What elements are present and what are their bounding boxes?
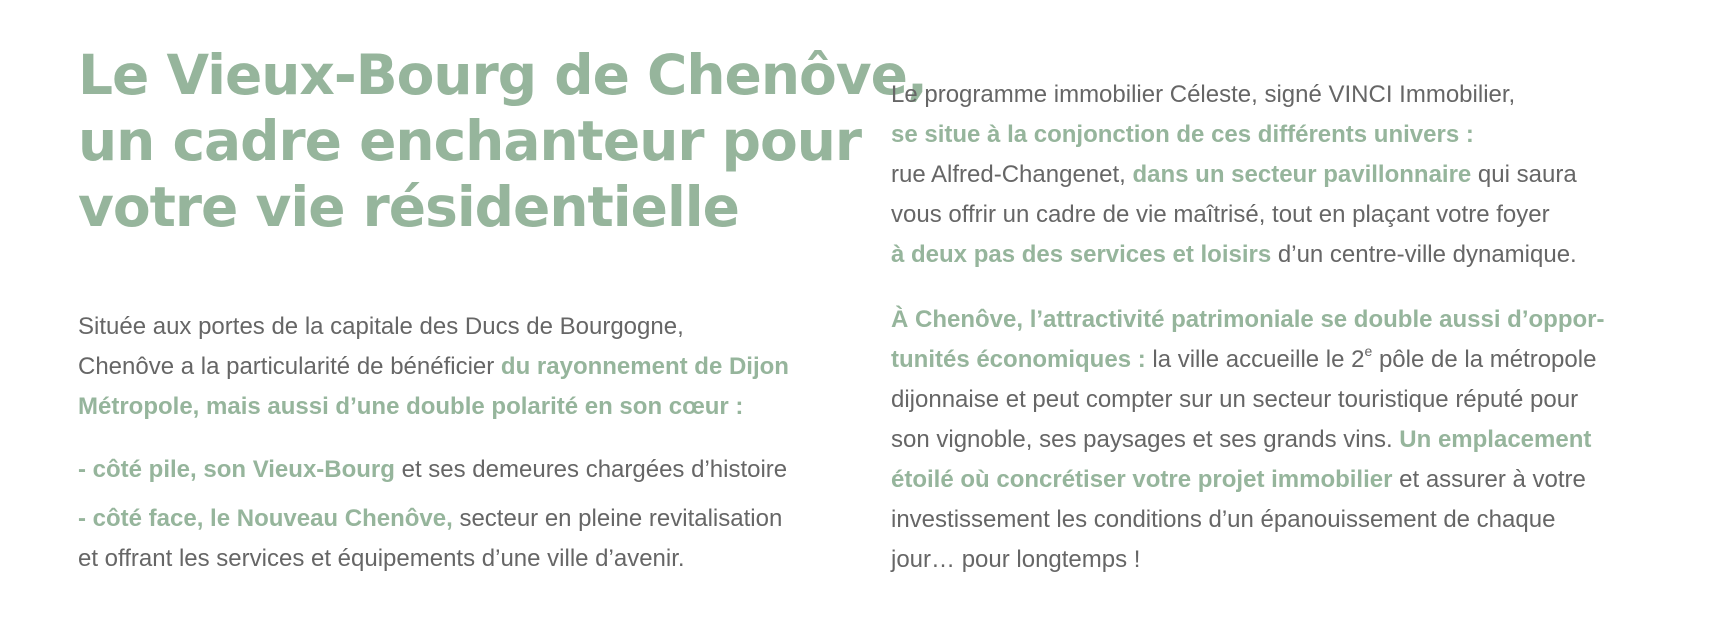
face-line-1 bbox=[78, 499, 782, 539]
pile-text: et ses demeures chargées d’histoire bbox=[394, 456, 788, 483]
programme-highlight-a: dans un secteur pavillonnaire bbox=[1132, 161, 1472, 188]
attractivite-line-7: jour… pour longtemps ! bbox=[891, 546, 1141, 573]
attractivite-highlight-b: Un emplacement bbox=[1399, 426, 1592, 453]
intro-line-2 bbox=[78, 347, 789, 387]
programme-paragraph bbox=[891, 75, 1577, 275]
attractivite-line-6: investissement les conditions d’un épanouissement de chaque bbox=[891, 506, 1556, 533]
title-line-1: Le Vieux-Bourg de Chenôve, bbox=[78, 43, 927, 107]
attractivite-paragraph bbox=[891, 300, 1604, 580]
intro-line-3: Métropole, mais aussi d’une double polarité en son cœur : bbox=[78, 393, 744, 420]
attractivite-line-2 bbox=[891, 340, 1604, 380]
intro-text: Chenôve a la particularité de bénéficier bbox=[78, 353, 501, 380]
attractivite-line-5 bbox=[891, 460, 1604, 500]
programme-line-2: se situe à la conjonction de ces différents univers : bbox=[891, 121, 1474, 148]
attractivite-text-b: pôle de la métropole bbox=[1372, 346, 1597, 373]
attractivite-line-4 bbox=[891, 420, 1604, 460]
ordinal-superscript: e bbox=[1364, 343, 1373, 359]
pile-line bbox=[78, 450, 787, 490]
attractivite-text-a: la ville accueille le 2 bbox=[1145, 346, 1365, 373]
programme-line-5 bbox=[891, 235, 1577, 275]
programme-text-b: qui saura bbox=[1471, 161, 1577, 188]
intro-paragraph bbox=[78, 307, 789, 427]
attractivite-text-c: son vignoble, ses paysages et ses grands vins. bbox=[891, 426, 1400, 453]
intro-highlight: du rayonnement de Dijon bbox=[500, 353, 789, 380]
title-line-3: votre vie résidentielle bbox=[78, 175, 739, 239]
attractivite-line-3: dijonnaise et peut compter sur un secteur touristique réputé pour bbox=[891, 386, 1579, 413]
face-highlight: - côté face, le Nouveau Chenôve, bbox=[78, 505, 453, 532]
attractivite-line-1: À Chenôve, l’attractivité patrimoniale se double aussi d’oppor- bbox=[891, 306, 1605, 333]
attractivite-highlight-a: tunités économiques : bbox=[891, 346, 1146, 373]
programme-line-1: Le programme immobilier Céleste, signé VINCI Immobilier, bbox=[891, 81, 1516, 108]
title-line-2: un cadre enchanteur pour bbox=[78, 109, 862, 173]
pile-paragraph bbox=[78, 450, 787, 490]
attractivite-highlight-c: étoilé où concrétiser votre projet immobilier bbox=[891, 466, 1393, 493]
programme-line-4: vous offrir un cadre de vie maîtrisé, tout en plaçant votre foyer bbox=[891, 201, 1550, 228]
attractivite-text-d: et assurer à votre bbox=[1392, 466, 1586, 493]
face-paragraph bbox=[78, 499, 782, 579]
page-title bbox=[78, 42, 927, 240]
pile-highlight: - côté pile, son Vieux-Bourg bbox=[78, 456, 395, 483]
face-text: secteur en pleine revitalisation bbox=[452, 505, 783, 532]
face-line-2: et offrant les services et équipements d’une ville d’avenir. bbox=[78, 545, 685, 572]
intro-line-1: Située aux portes de la capitale des Ducs de Bourgogne, bbox=[78, 313, 684, 340]
programme-text-a: rue Alfred-Changenet, bbox=[891, 161, 1133, 188]
programme-text-c: d’un centre-ville dynamique. bbox=[1271, 241, 1577, 268]
programme-line-3 bbox=[891, 155, 1577, 195]
programme-highlight-b: à deux pas des services et loisirs bbox=[891, 241, 1272, 268]
